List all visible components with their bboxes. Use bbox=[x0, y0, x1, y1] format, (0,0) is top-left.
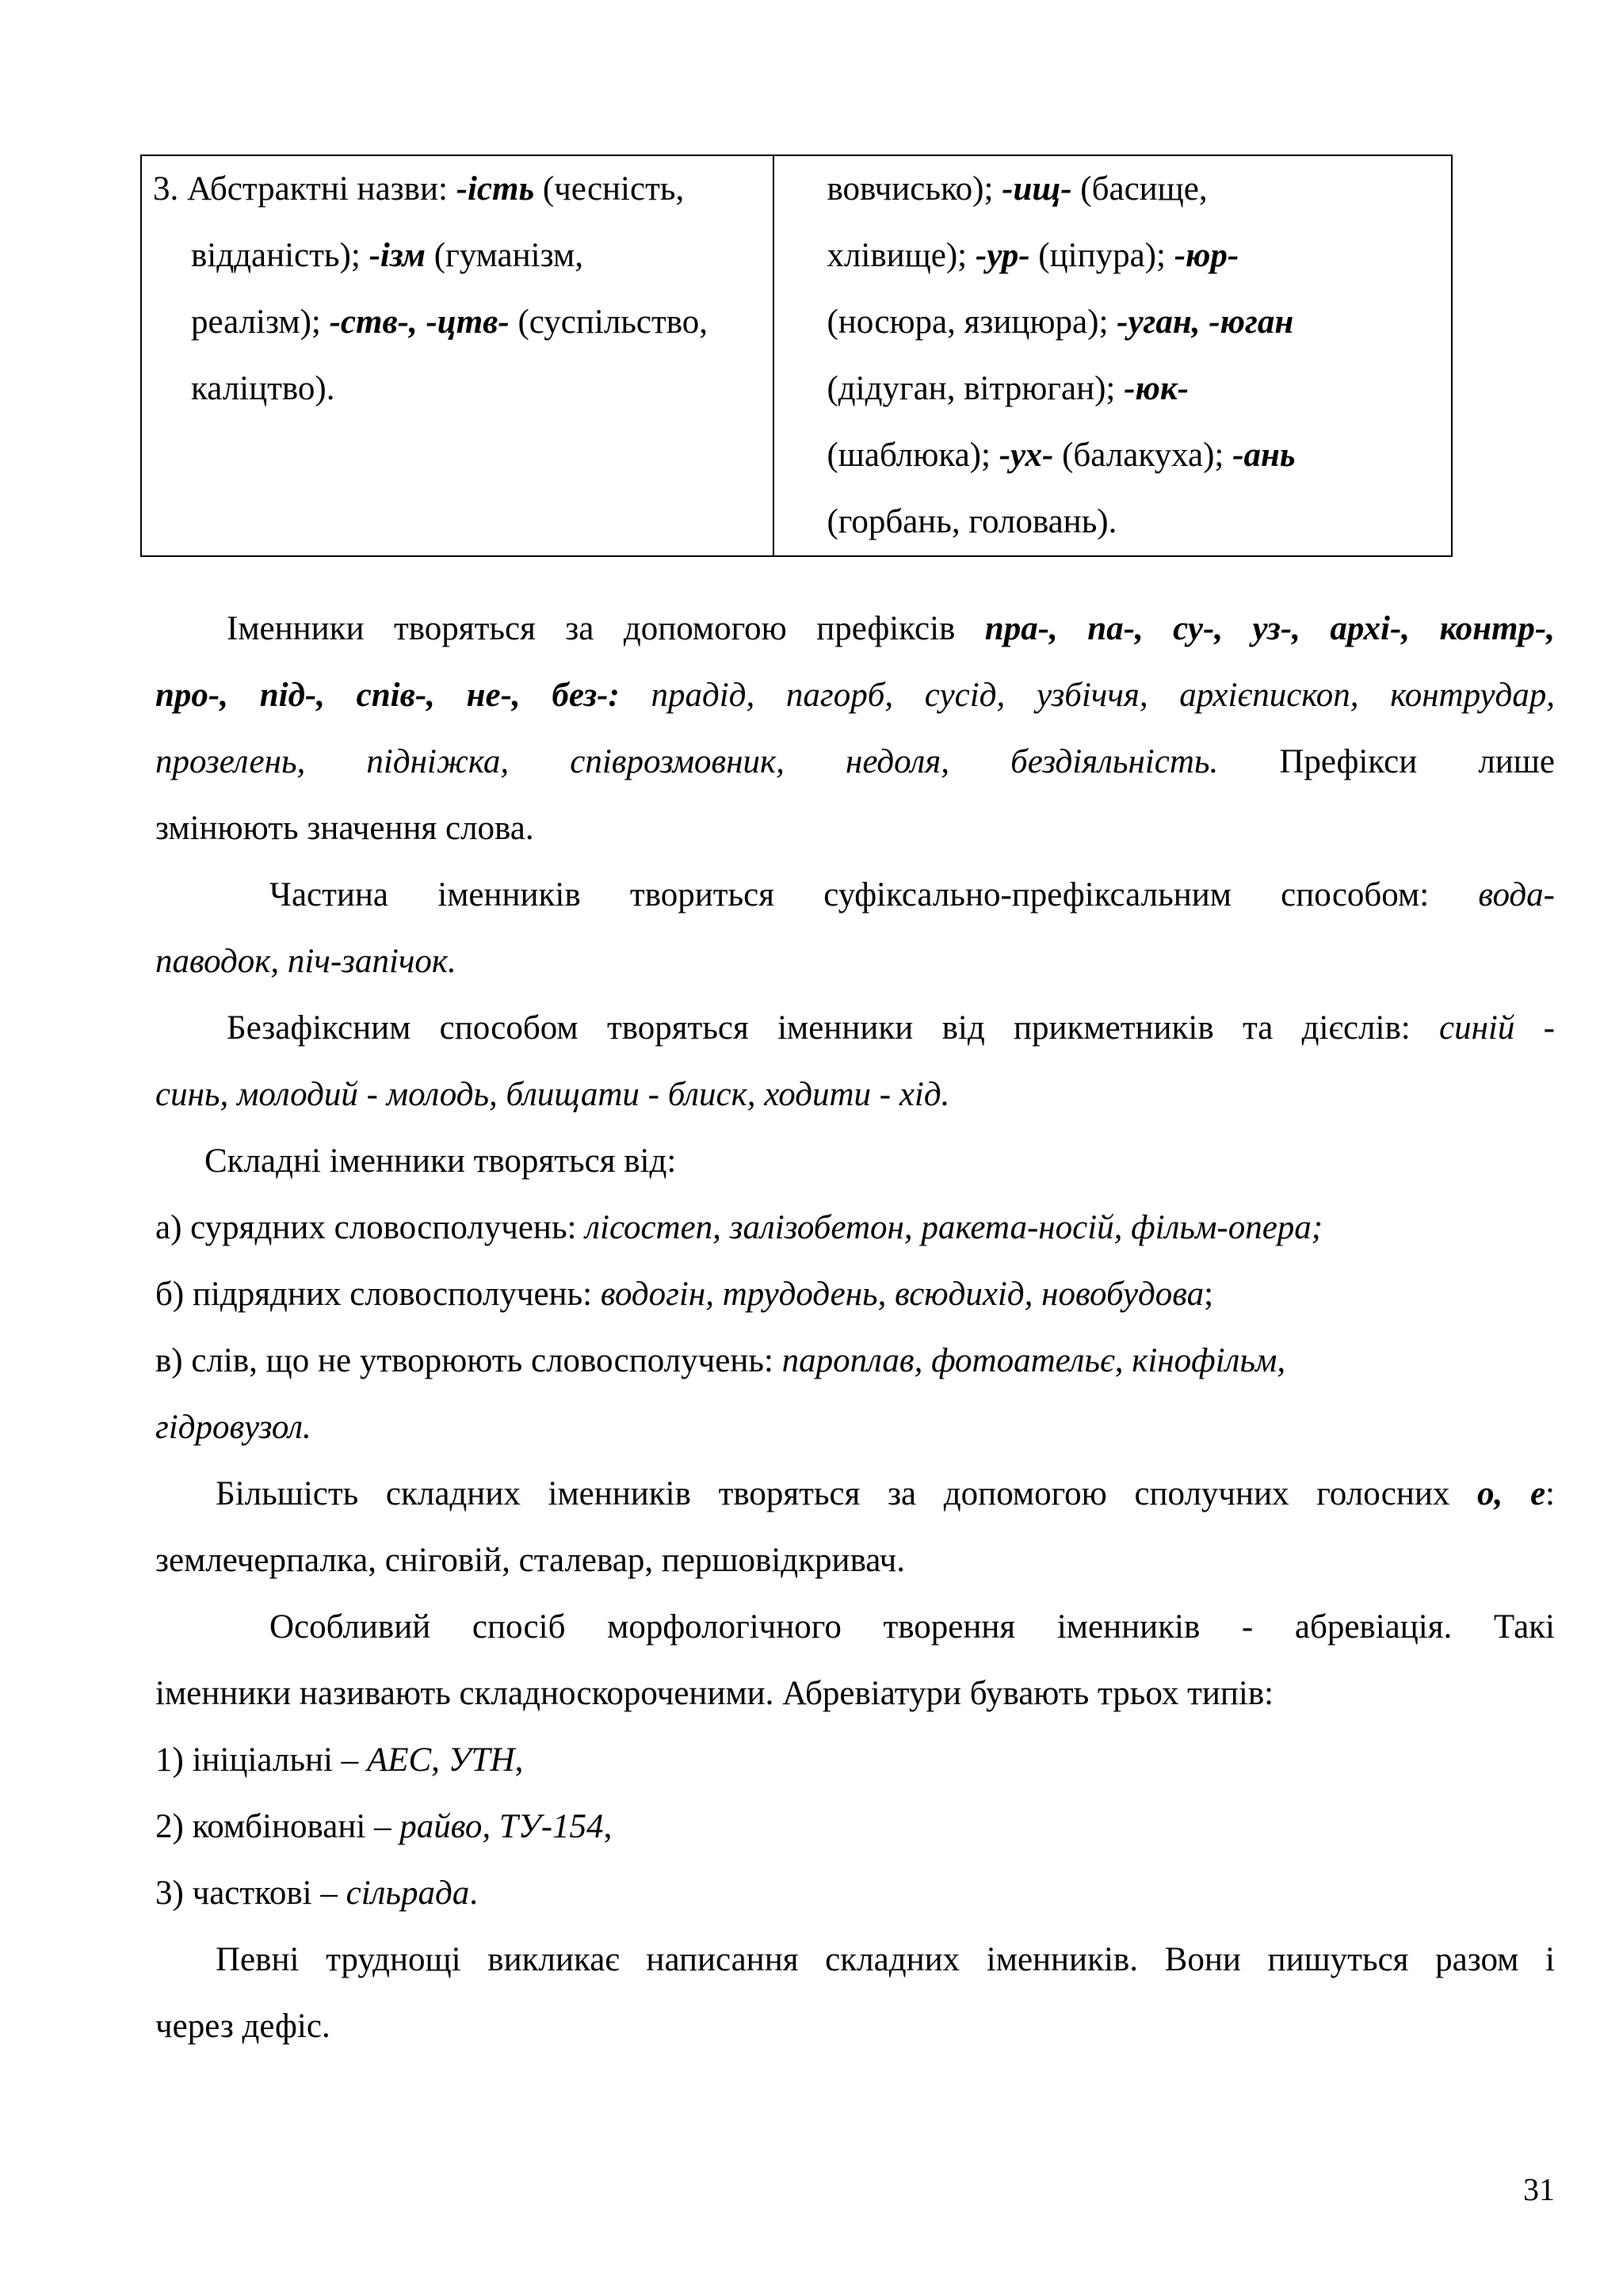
suffix-table bbox=[140, 154, 1453, 557]
text-run: б) підрядних словосполучень: bbox=[155, 1276, 601, 1313]
paragraph bbox=[155, 1794, 1555, 1860]
text-line bbox=[155, 995, 1555, 1062]
bold-italic-term: -ух- bbox=[999, 437, 1054, 474]
table-cell-left bbox=[141, 155, 773, 556]
paragraph bbox=[155, 1195, 1555, 1261]
bold-italic-term: -ищ- bbox=[1002, 170, 1072, 208]
italic-example: синь, молодий - молодь, блищати - блиск, ходити - хід. bbox=[155, 1076, 950, 1113]
text-run bbox=[620, 677, 651, 714]
bold-italic-term: пра-, па-, су-, уз-, архі-, контр-, bbox=[984, 610, 1556, 647]
italic-example: пароплав, фотоательє, кінофільм, bbox=[781, 1342, 1286, 1379]
bold-italic-term: -ур- bbox=[975, 237, 1030, 274]
text-run: (басище, bbox=[1071, 170, 1208, 208]
bold-italic-term: -юк- bbox=[1124, 370, 1189, 407]
table-line bbox=[827, 356, 1443, 422]
text-run: вовчисько); bbox=[827, 170, 1002, 208]
text-run: (суспільство, bbox=[509, 303, 708, 341]
text-run: Безафіксним способом творяться іменники від прикметників та дієслів: bbox=[227, 1009, 1440, 1047]
paragraph bbox=[155, 1128, 1555, 1195]
italic-example: прозелень, підніжка, співрозмовник, недоля, бездіяльність. bbox=[155, 743, 1219, 780]
italic-example: АЕС, УТН bbox=[366, 1741, 515, 1779]
text-line bbox=[155, 1527, 1555, 1594]
text-run: (горбань, головань). bbox=[827, 503, 1117, 540]
text-run: Певні труднощі викликає написання складних іменників. Вони пишуться разом і bbox=[216, 1941, 1555, 1978]
bold-italic-term: о, е bbox=[1477, 1475, 1546, 1512]
text-line bbox=[155, 1860, 1555, 1927]
text-run: (шаблюка); bbox=[827, 437, 999, 474]
text-line bbox=[155, 1461, 1555, 1527]
text-run: (носюра, язицюра); bbox=[827, 303, 1117, 341]
paragraph bbox=[155, 1594, 1555, 1727]
text-run: через дефіс. bbox=[155, 2008, 330, 2045]
text-run: 3. Абстрактні назви: bbox=[153, 170, 456, 208]
text-run: Особливий спосіб морфологічного творення іменників - абревіація. Такі bbox=[269, 1608, 1555, 1646]
text-line bbox=[155, 662, 1555, 729]
text-run: (гуманізм, bbox=[426, 237, 583, 274]
text-run: змінюють значення слова. bbox=[155, 810, 534, 847]
italic-example: синій - bbox=[1439, 1009, 1556, 1047]
text-run: в) слів, що не утворюють словосполучень: bbox=[155, 1342, 782, 1379]
italic-example: паводок, піч-запічок. bbox=[155, 943, 456, 980]
text-line bbox=[155, 929, 1555, 995]
text-line bbox=[155, 1261, 1555, 1328]
bold-italic-term: -уган, -юган bbox=[1117, 303, 1294, 341]
table-line bbox=[827, 156, 1443, 223]
text-run: , bbox=[603, 1808, 613, 1845]
text-line bbox=[155, 1727, 1555, 1794]
table-cell-right bbox=[773, 155, 1452, 556]
text-line bbox=[155, 1062, 1555, 1128]
text-line bbox=[155, 1993, 1555, 2060]
text-run: землечерпалка, сніговій, сталевар, першовідкривач. bbox=[155, 1542, 906, 1579]
table-line bbox=[827, 223, 1443, 289]
text-run: Префікси лише bbox=[1218, 743, 1555, 780]
text-line bbox=[155, 1794, 1555, 1860]
bold-italic-term: -ізм bbox=[369, 237, 426, 274]
text-run: реалізм); bbox=[191, 303, 330, 341]
paragraph bbox=[155, 596, 1555, 862]
bold-italic-term: про-, під-, спів-, не-, без-: bbox=[155, 677, 620, 714]
text-run: (чесність, bbox=[534, 170, 685, 208]
table-line bbox=[153, 156, 765, 223]
text-line bbox=[155, 729, 1555, 795]
text-run: (балакуха); bbox=[1053, 437, 1233, 474]
paragraph bbox=[155, 1927, 1555, 2060]
text-line bbox=[155, 1927, 1555, 1993]
text-run: ; bbox=[1204, 1276, 1214, 1313]
text-run: хлівище); bbox=[827, 237, 976, 274]
text-line bbox=[155, 1195, 1555, 1261]
italic-example: вода- bbox=[1478, 876, 1555, 913]
paragraph bbox=[155, 1461, 1555, 1594]
text-line bbox=[155, 1328, 1555, 1394]
text-run: (дідуган, вітрюган); bbox=[827, 370, 1125, 407]
page-number: 31 bbox=[1523, 2172, 1555, 2207]
text-run: Частина іменників твориться суфіксально-префіксальним способом: bbox=[269, 876, 1479, 913]
bold-italic-term: -юр- bbox=[1174, 237, 1239, 274]
text-line bbox=[155, 862, 1555, 929]
text-run: , bbox=[514, 1741, 524, 1779]
bold-italic-term: -ань bbox=[1232, 437, 1296, 474]
table-line bbox=[827, 422, 1443, 489]
text-run: відданість); bbox=[191, 237, 369, 274]
paragraph bbox=[155, 1727, 1555, 1794]
italic-example: сільрада bbox=[346, 1875, 470, 1912]
italic-example: гідровузол. bbox=[155, 1409, 311, 1446]
text-line bbox=[155, 1394, 1555, 1461]
table-row bbox=[141, 155, 1452, 556]
paragraph bbox=[155, 1860, 1555, 1927]
table-line bbox=[153, 356, 765, 422]
text-line bbox=[155, 1661, 1555, 1727]
text-run: Складні іменники творяться від: bbox=[204, 1142, 677, 1180]
paragraph bbox=[155, 995, 1555, 1128]
paragraph bbox=[155, 862, 1555, 995]
bold-italic-term: -ість bbox=[456, 170, 535, 208]
text-run: Іменники творяться за допомогою префіксів bbox=[227, 610, 985, 647]
paragraph bbox=[155, 1261, 1555, 1328]
text-run: каліцтво). bbox=[191, 370, 335, 407]
text-run: а) сурядних словосполучень: bbox=[155, 1209, 586, 1246]
text-line bbox=[155, 1594, 1555, 1661]
text-run: (ціпура); bbox=[1029, 237, 1174, 274]
italic-example: водогін, трудодень, всюдихід, новобудова bbox=[600, 1276, 1205, 1313]
italic-example: лісостеп, залізобетон, ракета-носій, фільм-опера; bbox=[585, 1209, 1323, 1246]
table-line bbox=[827, 289, 1443, 356]
text-run: іменники називають складноскороченими. Абревіатури бувають трьох типів: bbox=[155, 1675, 1274, 1712]
text-line bbox=[155, 795, 1555, 862]
text-line bbox=[155, 1128, 1555, 1195]
italic-example: прадід, пагорб, сусід, узбіччя, архієпископ, контрудар, bbox=[651, 677, 1556, 714]
text-run: 3) часткові – bbox=[155, 1875, 346, 1912]
text-run: : bbox=[1545, 1475, 1555, 1512]
table-line bbox=[827, 489, 1443, 555]
text-run: 1) ініціальні – bbox=[155, 1741, 367, 1779]
paragraph bbox=[155, 1328, 1555, 1461]
text-run: 2) комбіновані – bbox=[155, 1808, 400, 1845]
text-run: . bbox=[469, 1875, 478, 1912]
table-line bbox=[153, 223, 765, 289]
italic-example: райво, ТУ-154 bbox=[399, 1808, 604, 1845]
text-run: Більшість складних іменників творяться за допомогою сполучних голосних bbox=[216, 1475, 1478, 1512]
text-line bbox=[155, 596, 1555, 662]
table-line bbox=[153, 289, 765, 356]
bold-italic-term: -ств-, -цтв- bbox=[329, 303, 510, 341]
